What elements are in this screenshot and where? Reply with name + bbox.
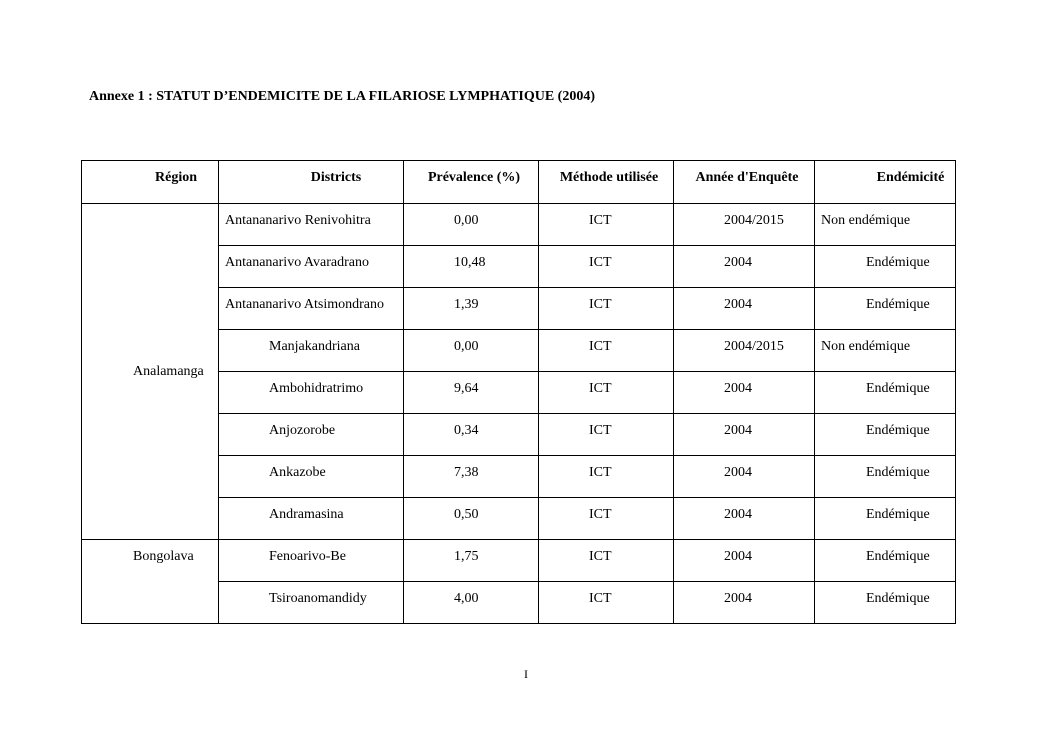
header-row bbox=[82, 161, 956, 204]
prevalence-cell: 1,39 bbox=[404, 288, 539, 330]
status-cell: Endémique bbox=[815, 456, 956, 498]
district-cell: Antananarivo Atsimondrano bbox=[219, 288, 404, 330]
district-cell: Anjozorobe bbox=[219, 414, 404, 456]
district-cell: Antananarivo Renivohitra bbox=[219, 204, 404, 246]
prevalence-cell: 9,64 bbox=[404, 372, 539, 414]
district-cell: Antananarivo Avaradrano bbox=[219, 246, 404, 288]
status-cell: Endémique bbox=[815, 372, 956, 414]
region-cell: Bongolava bbox=[82, 540, 219, 624]
prevalence-cell: 0,00 bbox=[404, 330, 539, 372]
method-cell: ICT bbox=[539, 456, 674, 498]
header-endemicity: Endémicité bbox=[815, 161, 956, 204]
year-cell: 2004 bbox=[674, 540, 815, 582]
status-cell: Endémique bbox=[815, 540, 956, 582]
district-cell: Andramasina bbox=[219, 498, 404, 540]
year-cell: 2004 bbox=[674, 288, 815, 330]
method-cell: ICT bbox=[539, 288, 674, 330]
year-cell: 2004/2015 bbox=[674, 330, 815, 372]
method-cell: ICT bbox=[539, 540, 674, 582]
region-cell: Analamanga bbox=[82, 204, 219, 540]
status-cell: Endémique bbox=[815, 414, 956, 456]
header-year: Année d'Enquête bbox=[674, 161, 815, 204]
endemicity-table bbox=[81, 160, 956, 624]
district-cell: Fenoarivo-Be bbox=[219, 540, 404, 582]
district-cell: Tsiroanomandidy bbox=[219, 582, 404, 624]
page-number: I bbox=[524, 667, 528, 681]
status-cell: Non endémique bbox=[815, 330, 956, 372]
method-cell: ICT bbox=[539, 582, 674, 624]
district-cell: Ankazobe bbox=[219, 456, 404, 498]
method-cell: ICT bbox=[539, 498, 674, 540]
prevalence-cell: 0,50 bbox=[404, 498, 539, 540]
year-cell: 2004 bbox=[674, 414, 815, 456]
year-cell: 2004 bbox=[674, 456, 815, 498]
prevalence-cell: 0,34 bbox=[404, 414, 539, 456]
status-cell: Endémique bbox=[815, 582, 956, 624]
status-cell: Endémique bbox=[815, 288, 956, 330]
year-cell: 2004 bbox=[674, 246, 815, 288]
year-cell: 2004 bbox=[674, 372, 815, 414]
prevalence-cell: 4,00 bbox=[404, 582, 539, 624]
prevalence-cell: 7,38 bbox=[404, 456, 539, 498]
header-region: Région bbox=[82, 161, 219, 204]
header-prevalence: Prévalence (%) bbox=[404, 161, 539, 204]
prevalence-cell: 10,48 bbox=[404, 246, 539, 288]
table-row bbox=[82, 540, 956, 582]
year-cell: 2004/2015 bbox=[674, 204, 815, 246]
status-cell: Non endémique bbox=[815, 204, 956, 246]
method-cell: ICT bbox=[539, 204, 674, 246]
table-row bbox=[82, 204, 956, 246]
page-title: Annexe 1 : STATUT D’ENDEMICITE DE LA FILARIOSE LYMPHATIQUE (2004) bbox=[89, 89, 596, 104]
prevalence-cell: 0,00 bbox=[404, 204, 539, 246]
status-cell: Endémique bbox=[815, 246, 956, 288]
header-method: Méthode utilisée bbox=[539, 161, 674, 204]
prevalence-cell: 1,75 bbox=[404, 540, 539, 582]
year-cell: 2004 bbox=[674, 498, 815, 540]
method-cell: ICT bbox=[539, 246, 674, 288]
method-cell: ICT bbox=[539, 330, 674, 372]
status-cell: Endémique bbox=[815, 498, 956, 540]
district-cell: Manjakandriana bbox=[219, 330, 404, 372]
method-cell: ICT bbox=[539, 414, 674, 456]
year-cell: 2004 bbox=[674, 582, 815, 624]
header-districts: Districts bbox=[219, 161, 404, 204]
method-cell: ICT bbox=[539, 372, 674, 414]
district-cell: Ambohidratrimo bbox=[219, 372, 404, 414]
